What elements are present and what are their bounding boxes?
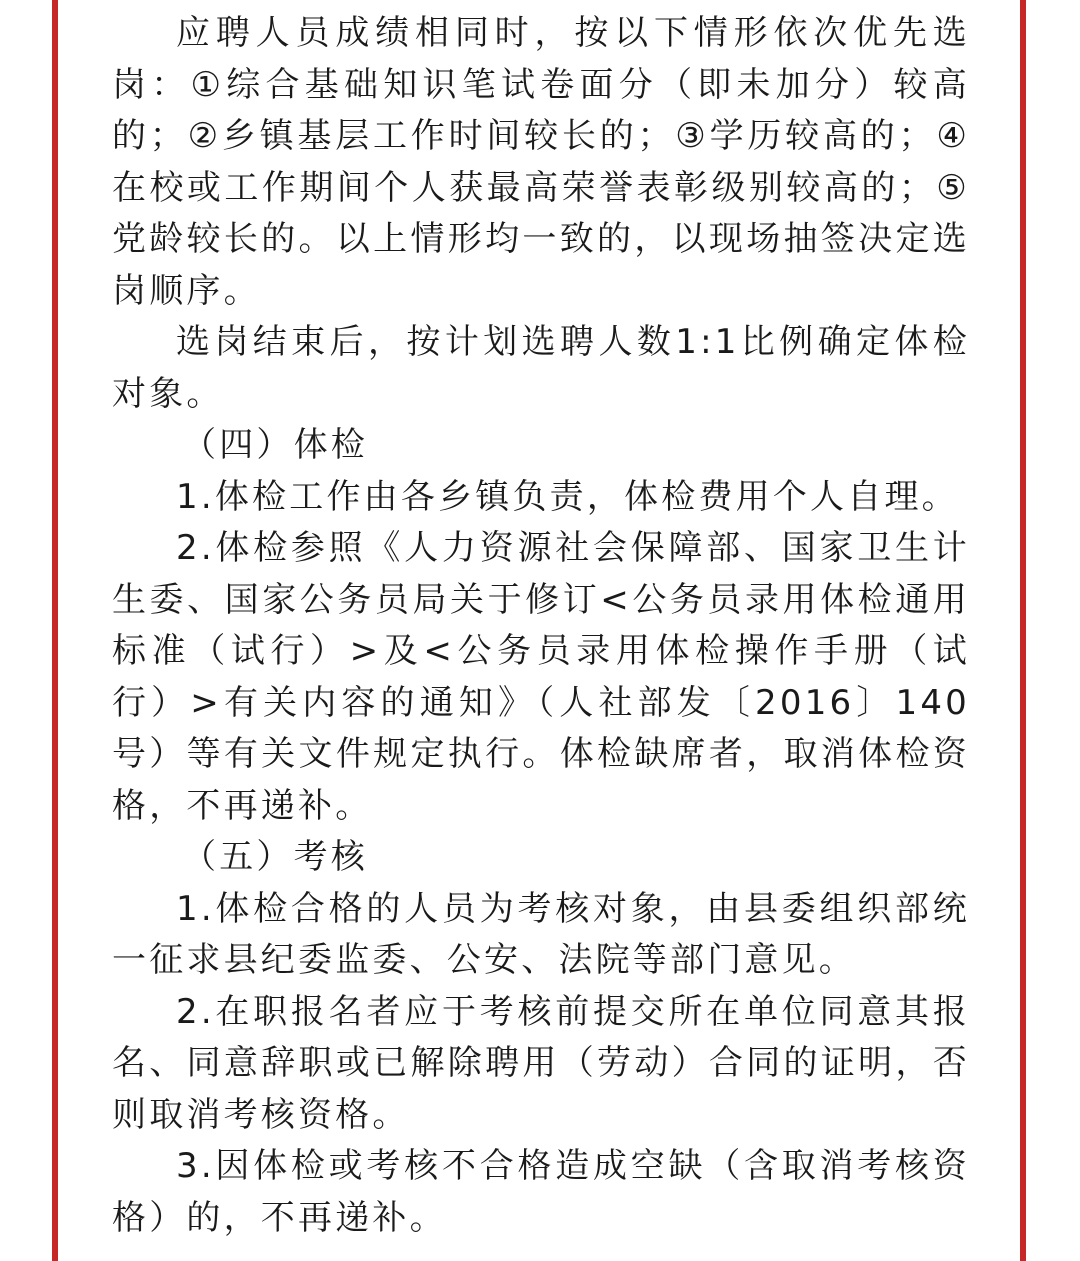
document-body — [112, 8, 970, 1244]
paragraph-assessment-1: 1.体检合格的人员为考核对象，由县委组织部统一征求县纪委监委、公安、法院等部门意见。 — [112, 888, 970, 980]
paragraph-exam-selection: 选岗结束后，按计划选聘人数1:1比例确定体检对象。 — [112, 322, 970, 414]
paragraph-physical-exam-2: 2.体检参照《人力资源社会保障部、国家卫生计生委、国家公务员局关于修订<公务员录用体检通用标准（试行）>及<公务员录用体检操作手册（试行）>有关内容的通知》（人社部发〔2016〕140号）等有关文件规定执行。体检缺席者，取消体检资格，不再递补。 — [112, 528, 970, 826]
paragraph-physical-exam-1: 1.体检工作由各乡镇负责，体检费用个人自理。 — [176, 476, 959, 517]
section-heading-assessment: （五）考核 — [182, 837, 368, 877]
left-red-border — [52, 0, 58, 1261]
paragraph-assessment-3: 3.因体检或考核不合格造成空缺（含取消考核资格）的，不再递补。 — [112, 1146, 970, 1238]
paragraph-assessment-2: 2.在职报名者应于考核前提交所在单位同意其报名、同意辞职或已解除聘用（劳动）合同的证明，否则取消考核资格。 — [112, 991, 970, 1135]
section-heading-physical-exam: （四）体检 — [182, 425, 368, 465]
paragraph-tiebreak-rules: 应聘人员成绩相同时，按以下情形依次优先选岗：①综合基础知识笔试卷面分（即未加分）较高的；②乡镇基层工作时间较长的；③学历较高的；④在校或工作期间个人获最高荣誉表彰级别较高的；⑤党龄较长的。以上情形均一致的，以现场抽签决定选岗顺序。 — [112, 13, 970, 311]
right-red-border — [1020, 0, 1026, 1261]
